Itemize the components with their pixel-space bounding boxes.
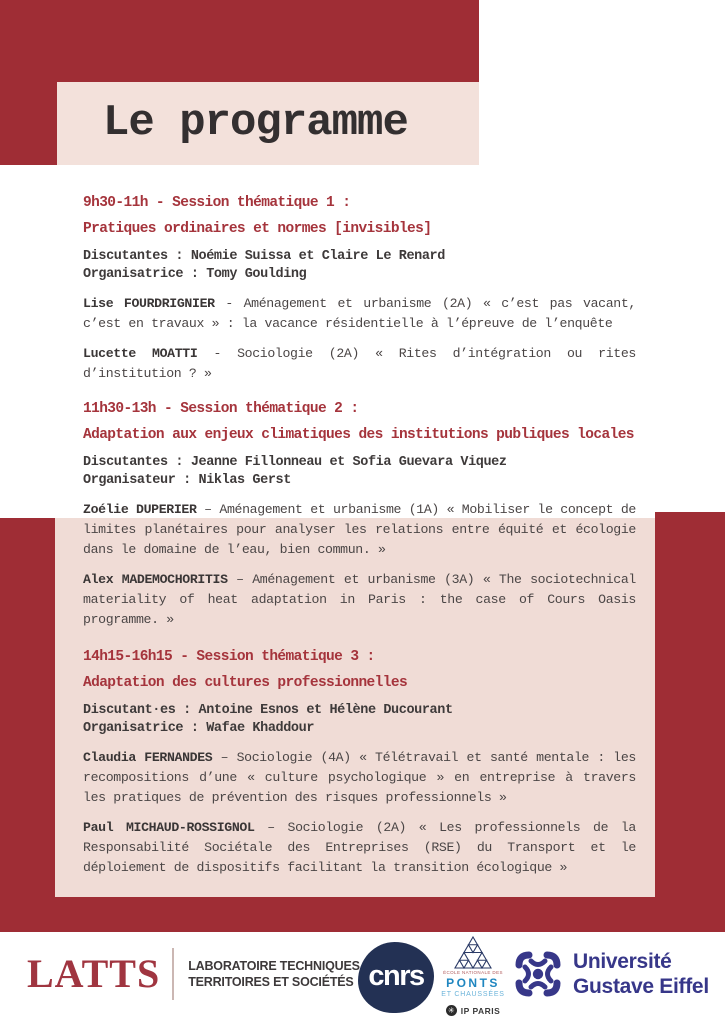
talk-speaker: Zoélie DUPERIER xyxy=(83,502,197,517)
session-2-discutantes: Discutantes : Jeanne Fillonneau et Sofia Guevara Viquez xyxy=(83,455,507,470)
latts-divider xyxy=(172,948,174,1000)
bottom-red-band xyxy=(0,897,725,932)
session-1 xyxy=(83,190,636,384)
latts-name-line1: LABORATOIRE TECHNIQUES xyxy=(188,959,360,973)
talk-speaker: Lise FOURDRIGNIER xyxy=(83,296,215,311)
session-3-time: 14h15-16h15 - Session thématique 3 : xyxy=(83,649,375,665)
cnrs-label: cnrs xyxy=(368,960,424,992)
footer xyxy=(0,932,725,1024)
uge-name xyxy=(573,949,709,999)
latts-acronym: LATTS xyxy=(27,951,161,996)
session-2-people xyxy=(83,454,636,490)
latts-name-line2: TERRITOIRES ET SOCIÉTÉS xyxy=(188,975,354,989)
session-3-title: Adaptation des cultures professionnelles xyxy=(83,675,408,691)
session-2-organisateur: Organisateur : Niklas Gerst xyxy=(83,473,291,488)
ponts-chaussees: ET CHAUSSÉES xyxy=(441,991,505,998)
talk-text: – Sociologie (2A) « Les professionnels de la Responsabilité Sociétale des Entreprises (RSE) du Transport et le déploiement de dispositifs facilitant la transition écologique » xyxy=(83,820,637,875)
ip-paris-icon: ✳ xyxy=(446,1005,457,1016)
left-red-strip xyxy=(0,518,55,932)
talk-text: – Aménagement et urbanisme (1A) « Mobiliser le concept de limites planétaires pour analyser les relations entre équité et écologie dans le domaine de l’eau, bien commun. » xyxy=(83,502,636,557)
session-3-discutantes: Discutant·es : Antoine Esnos et Hélène Ducourant xyxy=(83,703,453,718)
talk-text: – Sociologie (4A) « Télétravail et santé mentale : les recompositions d’une « culture psychologique » en entreprise à travers les pratiques de prévention des risques professionnels » xyxy=(83,750,636,805)
latts-logo xyxy=(27,946,360,1002)
session-1-people xyxy=(83,248,636,284)
header-red-left-column xyxy=(0,0,57,165)
ip-paris-badge xyxy=(446,1005,501,1016)
talk xyxy=(83,748,636,808)
latts-name xyxy=(188,958,360,990)
talk xyxy=(83,344,636,384)
talk-text: - Sociologie (2A) « Rites d’intégration ou rites d’institution ? » xyxy=(83,346,636,381)
program-content xyxy=(83,190,636,878)
talk xyxy=(83,294,636,334)
talk xyxy=(83,818,636,878)
header-red-block xyxy=(0,0,479,82)
talk-text: - Aménagement et urbanisme (2A) « c’est pas vacant, c’est en travaux » : la vacance résidentielle à l’épreuve de l’enquête xyxy=(83,296,636,331)
talk xyxy=(83,570,636,630)
ponts-logo xyxy=(436,936,510,1016)
session-3 xyxy=(83,644,636,878)
session-1-title: Pratiques ordinaires et normes [invisibles] xyxy=(83,221,432,237)
cnrs-logo xyxy=(358,942,434,1013)
ponts-name: PONTS xyxy=(446,976,500,990)
talk-speaker: Paul MICHAUD-ROSSIGNOL xyxy=(83,820,255,835)
uge-cross-icon xyxy=(512,948,564,1000)
uge-name-line1: Université xyxy=(573,950,672,973)
ip-paris-label: IP PARIS xyxy=(460,1005,501,1016)
talk-text: – Aménagement et urbanisme (3A) « The sociotechnical materiality of heat adaptation in Paris : the case of Cours Oasis programme. » xyxy=(83,572,636,627)
session-2-time: 11h30-13h - Session thématique 2 : xyxy=(83,401,359,417)
session-3-organisatrice: Organisatrice : Wafae Khaddour xyxy=(83,721,315,736)
ponts-triangle-icon xyxy=(454,936,492,969)
session-2 xyxy=(83,396,636,630)
page-title: Le programme xyxy=(103,98,408,148)
session-1-organisatrice: Organisatrice : Tomy Goulding xyxy=(83,267,307,282)
session-1-discutantes: Discutantes : Noémie Suissa et Claire Le Renard xyxy=(83,249,445,264)
ponts-school-line: ÉCOLE NATIONALE DES xyxy=(443,970,503,975)
uge-name-line2: Gustave Eiffel xyxy=(573,975,709,998)
session-2-title: Adaptation aux enjeux climatiques des institutions publiques locales xyxy=(83,427,634,443)
talk-speaker: Alex MADEMOCHORITIS xyxy=(83,572,228,587)
session-3-people xyxy=(83,702,636,738)
uge-logo xyxy=(512,948,709,1000)
right-red-strip xyxy=(655,512,725,932)
title-band xyxy=(57,82,479,165)
session-1-time: 9h30-11h - Session thématique 1 : xyxy=(83,195,351,211)
talk-speaker: Claudia FERNANDES xyxy=(83,750,213,765)
talk xyxy=(83,500,636,560)
talk-speaker: Lucette MOATTI xyxy=(83,346,198,361)
